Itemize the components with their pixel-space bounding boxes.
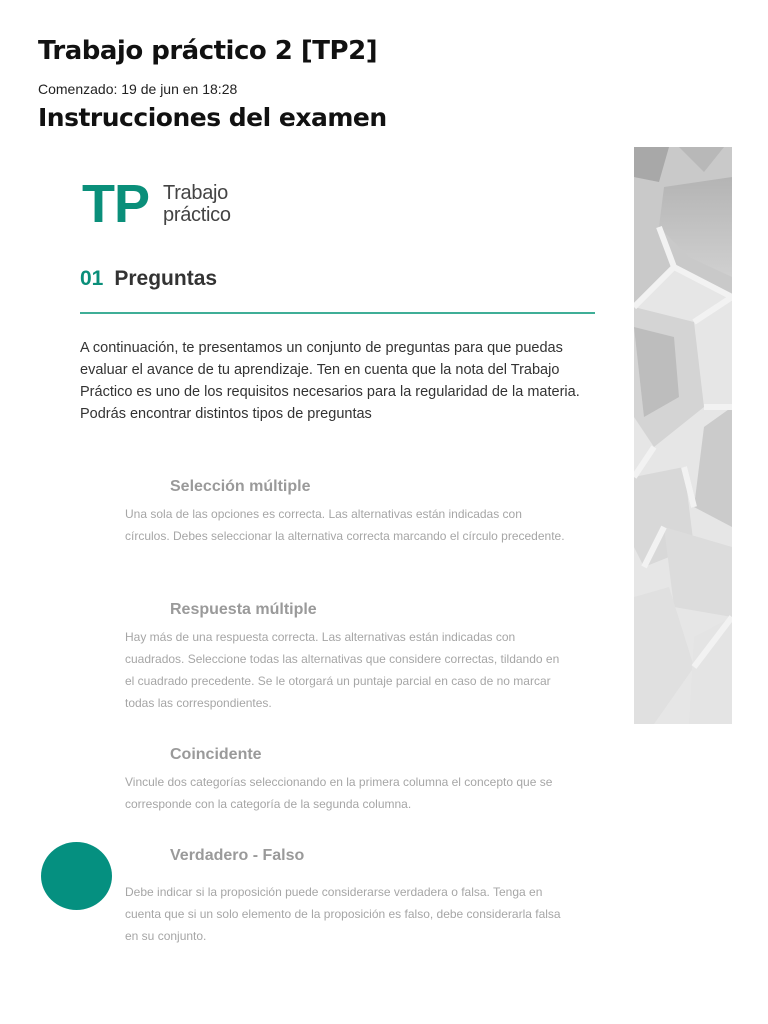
- architecture-image: [634, 147, 732, 724]
- green-circle-icon: [41, 842, 112, 910]
- question-type-title: Coincidente: [170, 746, 262, 763]
- tp-logo: [82, 176, 231, 232]
- section-number: 01: [80, 267, 104, 290]
- section-intro: A continuación, te presentamos un conjunto de preguntas para que puedas evaluar el avance de tu aprendizaje. Ten en cuenta que la nota del Trabajo Práctico es uno de los requisitos necesarios para la regularidad de la materia. Podrás encontrar distintos tipos de preguntas: [80, 340, 580, 422]
- section-divider: [80, 312, 595, 314]
- page-title: Trabajo práctico 2 [TP2]: [38, 36, 378, 66]
- question-type-matching: [125, 746, 565, 815]
- tp-logo-line2: práctico: [163, 204, 231, 226]
- instructions-heading: Instrucciones del examen: [38, 103, 387, 132]
- started-timestamp: Comenzado: 19 de jun en 18:28: [38, 81, 238, 97]
- question-type-description: Vincule dos categorías seleccionando en la primera columna el concepto que se corresponde con la categoría de la segunda columna.: [125, 775, 553, 811]
- question-type-multiple-choice: [125, 478, 565, 547]
- section-header: [80, 267, 217, 291]
- question-type-description: Hay más de una respuesta correcta. Las alternativas están indicadas con cuadrados. Seleccione todas las alternativas que considere correctas, tildando en el cuadrado precedente. Se le otorgará un puntaje parcial en caso de no marcar todas las correspondientes.: [125, 630, 560, 710]
- question-type-title: Selección múltiple: [170, 478, 311, 495]
- question-type-description: Una sola de las opciones es correcta. Las alternativas están indicadas con círculos. Debes seleccionar la alternativa correcta marcando el círculo precedente.: [125, 507, 565, 543]
- question-type-description: Debe indicar si la proposición puede considerarse verdadera o falsa. Tenga en cuenta que si un solo elemento de la proposición es falso, debe considerarla falsa en su conjunto.: [125, 885, 561, 943]
- question-type-title: Respuesta múltiple: [170, 601, 317, 618]
- question-type-multiple-answer: [125, 601, 565, 714]
- question-type-title: Verdadero - Falso: [170, 847, 305, 864]
- tp-logo-text: [163, 182, 231, 226]
- question-type-true-false: [125, 847, 565, 947]
- section-title: Preguntas: [114, 267, 218, 290]
- tp-logo-mark: TP: [82, 174, 150, 234]
- tp-logo-line1: Trabajo: [163, 182, 228, 204]
